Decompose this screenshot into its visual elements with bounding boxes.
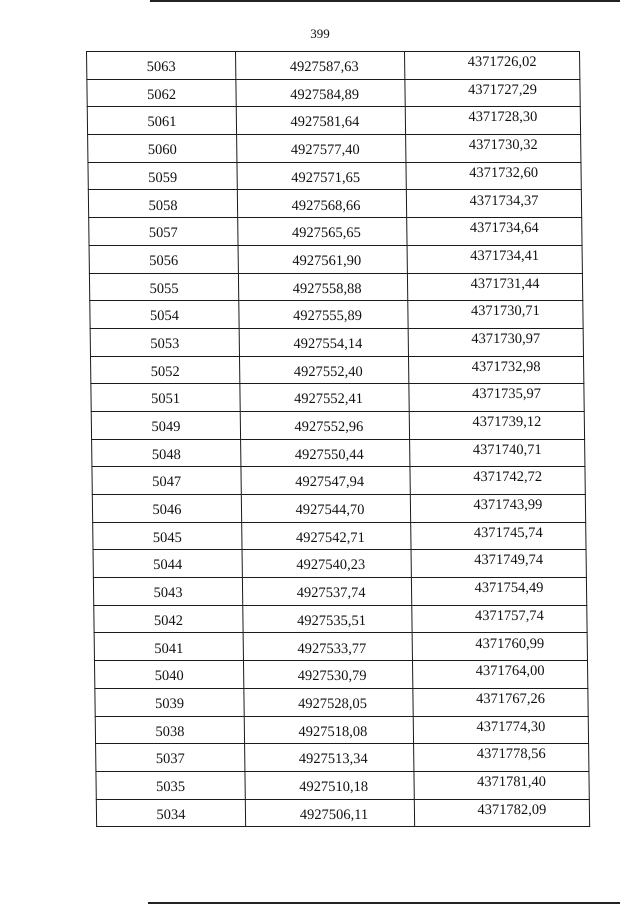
y-coordinate-text: 4371730,71 <box>470 303 540 320</box>
x-coordinate-text: 4927506,11 <box>299 806 369 823</box>
x-coordinate-cell <box>239 301 408 329</box>
x-coordinate-cell <box>237 162 406 190</box>
point-number-text: 5034 <box>156 806 186 823</box>
point-number-cell <box>90 356 239 384</box>
y-coordinate-cell <box>405 107 580 135</box>
x-coordinate-cell <box>242 550 411 578</box>
x-coordinate-text: 4927530,79 <box>297 668 367 685</box>
x-coordinate-text: 4927577,40 <box>290 142 360 159</box>
y-coordinate-cell <box>405 52 580 80</box>
point-number-text: 5043 <box>153 585 183 602</box>
point-number-text: 5063 <box>146 59 176 76</box>
x-coordinate-cell <box>243 633 412 661</box>
table-row <box>92 495 585 523</box>
table-row <box>89 273 582 301</box>
x-coordinate-cell <box>239 328 408 356</box>
point-number-text: 5058 <box>148 197 178 214</box>
x-coordinate-text: 4927561,90 <box>292 252 362 269</box>
point-number-text: 5057 <box>148 225 178 242</box>
x-coordinate-cell <box>245 771 414 799</box>
y-coordinate-text: 4371749,74 <box>474 552 544 569</box>
point-number-cell <box>94 633 243 661</box>
table-row <box>89 245 582 273</box>
y-coordinate-text: 4371734,37 <box>469 192 539 209</box>
y-coordinate-cell <box>408 301 583 329</box>
x-coordinate-cell <box>236 107 405 135</box>
y-coordinate-cell <box>410 495 585 523</box>
point-number-text: 5035 <box>156 778 186 795</box>
y-coordinate-text: 4371757,74 <box>474 607 544 624</box>
x-coordinate-text: 4927558,88 <box>292 280 362 297</box>
x-coordinate-cell <box>238 273 407 301</box>
x-coordinate-cell <box>243 605 412 633</box>
y-coordinate-text: 4371740,71 <box>472 441 542 458</box>
point-number-cell <box>92 467 241 495</box>
y-coordinate-cell <box>406 190 581 218</box>
table-row <box>88 162 581 190</box>
table-row <box>96 744 589 772</box>
point-number-cell <box>90 301 239 329</box>
point-number-text: 5048 <box>151 446 181 463</box>
x-coordinate-text: 4927571,65 <box>291 169 361 186</box>
point-number-text: 5038 <box>155 723 185 740</box>
point-number-cell <box>95 688 244 716</box>
bottom-border-line <box>148 902 620 904</box>
table-row <box>87 52 580 80</box>
top-border-line <box>150 0 620 2</box>
x-coordinate-cell <box>243 661 412 689</box>
coordinates-table <box>86 51 590 827</box>
point-number-text: 5055 <box>149 280 179 297</box>
y-coordinate-text: 4371732,98 <box>471 358 541 375</box>
y-coordinate-cell <box>414 799 589 827</box>
table-row <box>92 467 585 495</box>
y-coordinate-cell <box>405 79 580 107</box>
x-coordinate-cell <box>240 384 409 412</box>
y-coordinate-text: 4371732,60 <box>469 164 539 181</box>
table-row <box>90 301 583 329</box>
y-coordinate-cell <box>408 328 583 356</box>
point-number-cell <box>91 411 240 439</box>
y-coordinate-cell <box>412 605 587 633</box>
y-coordinate-text: 4371774,30 <box>476 718 546 735</box>
point-number-text: 5053 <box>150 335 180 352</box>
x-coordinate-text: 4927554,14 <box>293 335 363 352</box>
y-coordinate-text: 4371734,64 <box>469 220 539 237</box>
x-coordinate-text: 4927552,40 <box>293 363 363 380</box>
table-row <box>88 190 581 218</box>
point-number-cell <box>89 245 238 273</box>
point-number-text: 5059 <box>148 169 178 186</box>
x-coordinate-text: 4927547,94 <box>295 474 365 491</box>
y-coordinate-text: 4371760,99 <box>475 635 545 652</box>
point-number-text: 5056 <box>149 252 179 269</box>
y-coordinate-cell <box>407 245 582 273</box>
x-coordinate-cell <box>242 578 411 606</box>
point-number-text: 5049 <box>151 419 181 436</box>
y-coordinate-cell <box>411 522 586 550</box>
y-coordinate-cell <box>410 467 585 495</box>
point-number-cell <box>89 218 238 246</box>
table-row <box>89 218 582 246</box>
table-row <box>87 107 580 135</box>
y-coordinate-cell <box>410 439 585 467</box>
x-coordinate-cell <box>241 495 410 523</box>
point-number-cell <box>90 328 239 356</box>
y-coordinate-text: 4371734,41 <box>470 247 540 264</box>
point-number-cell <box>88 135 237 163</box>
table-row <box>91 411 584 439</box>
x-coordinate-cell <box>237 135 406 163</box>
y-coordinate-cell <box>412 661 587 689</box>
y-coordinate-cell <box>414 744 589 772</box>
point-number-text: 5062 <box>146 86 177 103</box>
y-coordinate-cell <box>411 578 586 606</box>
point-number-text: 5045 <box>152 529 182 546</box>
point-number-text: 5046 <box>152 502 182 519</box>
coordinates-table-body <box>87 52 590 827</box>
x-coordinate-text: 4927555,89 <box>292 308 363 325</box>
point-number-text: 5041 <box>154 640 184 657</box>
x-coordinate-text: 4927537,74 <box>296 585 366 602</box>
x-coordinate-text: 4927568,66 <box>291 197 361 214</box>
y-coordinate-text: 4371742,72 <box>473 469 543 486</box>
point-number-text: 5037 <box>155 751 185 768</box>
y-coordinate-text: 4371730,32 <box>468 137 538 154</box>
y-coordinate-text: 4371727,29 <box>467 81 538 98</box>
y-coordinate-cell <box>407 218 582 246</box>
x-coordinate-text: 4927510,18 <box>299 778 369 795</box>
y-coordinate-cell <box>412 633 587 661</box>
y-coordinate-text: 4371764,00 <box>475 663 545 680</box>
point-number-cell <box>95 716 244 744</box>
y-coordinate-text: 4371739,12 <box>472 414 542 431</box>
x-coordinate-text: 4927584,89 <box>290 86 360 103</box>
x-coordinate-text: 4927542,71 <box>295 529 365 546</box>
point-number-text: 5054 <box>149 308 180 325</box>
point-number-text: 5060 <box>147 142 177 159</box>
y-coordinate-cell <box>409 411 584 439</box>
y-coordinate-text: 4371778,56 <box>476 746 546 763</box>
table-row <box>90 328 583 356</box>
point-number-text: 5047 <box>152 474 182 491</box>
x-coordinate-text: 4927513,34 <box>298 751 368 768</box>
table-row <box>93 522 586 550</box>
point-number-text: 5052 <box>150 363 180 380</box>
point-number-cell <box>96 771 245 799</box>
y-coordinate-text: 4371730,97 <box>471 330 541 347</box>
x-coordinate-cell <box>242 522 411 550</box>
point-number-text: 5040 <box>154 668 184 685</box>
table-row <box>93 578 586 606</box>
table-row <box>87 79 580 107</box>
y-coordinate-text: 4371767,26 <box>475 690 546 707</box>
point-number-text: 5061 <box>147 114 177 131</box>
table-row <box>91 384 584 412</box>
table-row <box>96 799 589 827</box>
y-coordinate-text: 4371782,09 <box>477 801 547 818</box>
point-number-cell <box>87 79 236 107</box>
x-coordinate-text: 4927540,23 <box>296 557 366 574</box>
point-number-cell <box>92 439 241 467</box>
y-coordinate-text: 4371728,30 <box>468 109 538 126</box>
point-number-cell <box>92 495 241 523</box>
y-coordinate-cell <box>408 356 583 384</box>
table-row <box>90 356 583 384</box>
x-coordinate-cell <box>238 245 407 273</box>
y-coordinate-text: 4371743,99 <box>473 497 543 514</box>
x-coordinate-cell <box>244 716 413 744</box>
x-coordinate-text: 4927533,77 <box>297 640 367 657</box>
y-coordinate-text: 4371726,02 <box>467 54 537 71</box>
x-coordinate-cell <box>245 799 414 827</box>
point-number-cell <box>87 107 236 135</box>
point-number-text: 5039 <box>154 695 185 712</box>
x-coordinate-cell <box>237 190 406 218</box>
point-number-cell <box>94 661 243 689</box>
x-coordinate-cell <box>239 356 408 384</box>
table-row <box>95 716 588 744</box>
x-coordinate-text: 4927581,64 <box>290 114 360 131</box>
point-number-cell <box>89 273 238 301</box>
x-coordinate-cell <box>240 411 409 439</box>
point-number-cell <box>88 190 237 218</box>
y-coordinate-cell <box>411 550 586 578</box>
point-number-cell <box>96 744 245 772</box>
y-coordinate-text: 4371745,74 <box>473 524 543 541</box>
y-coordinate-text: 4371731,44 <box>470 275 540 292</box>
y-coordinate-cell <box>406 162 581 190</box>
point-number-text: 5051 <box>150 391 181 408</box>
table-row <box>93 550 586 578</box>
y-coordinate-text: 4371735,97 <box>471 386 542 403</box>
point-number-cell <box>94 605 243 633</box>
point-number-cell <box>96 799 245 827</box>
point-number-cell <box>87 52 236 80</box>
y-coordinate-cell <box>409 384 584 412</box>
table-row <box>92 439 585 467</box>
y-coordinate-cell <box>406 135 581 163</box>
x-coordinate-cell <box>244 688 413 716</box>
x-coordinate-cell <box>245 744 414 772</box>
y-coordinate-cell <box>413 688 588 716</box>
table-row <box>88 135 581 163</box>
point-number-cell <box>93 578 242 606</box>
x-coordinate-text: 4927552,96 <box>294 419 364 436</box>
y-coordinate-cell <box>413 716 588 744</box>
x-coordinate-cell <box>241 439 410 467</box>
page-number: 399 <box>310 26 330 41</box>
x-coordinate-text: 4927528,05 <box>298 695 368 712</box>
point-number-text: 5044 <box>153 557 183 574</box>
table-row <box>96 771 589 799</box>
x-coordinate-text: 4927518,08 <box>298 723 368 740</box>
table-row <box>94 633 587 661</box>
y-coordinate-text: 4371781,40 <box>477 773 547 790</box>
x-coordinate-text: 4927587,63 <box>289 59 359 76</box>
x-coordinate-text: 4927550,44 <box>294 446 364 463</box>
point-number-cell <box>91 384 240 412</box>
y-coordinate-text: 4371754,49 <box>474 580 544 597</box>
point-number-cell <box>93 522 242 550</box>
x-coordinate-cell <box>241 467 410 495</box>
coordinates-table-container <box>86 51 586 827</box>
x-coordinate-text: 4927565,65 <box>291 225 361 242</box>
point-number-cell <box>88 162 237 190</box>
table-row <box>94 661 587 689</box>
x-coordinate-text: 4927535,51 <box>296 612 367 629</box>
x-coordinate-cell <box>236 52 405 80</box>
table-row <box>95 688 588 716</box>
x-coordinate-text: 4927552,41 <box>294 391 364 408</box>
point-number-text: 5042 <box>153 612 184 629</box>
table-row <box>94 605 587 633</box>
y-coordinate-cell <box>414 771 589 799</box>
y-coordinate-cell <box>407 273 582 301</box>
x-coordinate-cell <box>238 218 407 246</box>
x-coordinate-text: 4927544,70 <box>295 502 365 519</box>
x-coordinate-cell <box>236 79 405 107</box>
point-number-cell <box>93 550 242 578</box>
